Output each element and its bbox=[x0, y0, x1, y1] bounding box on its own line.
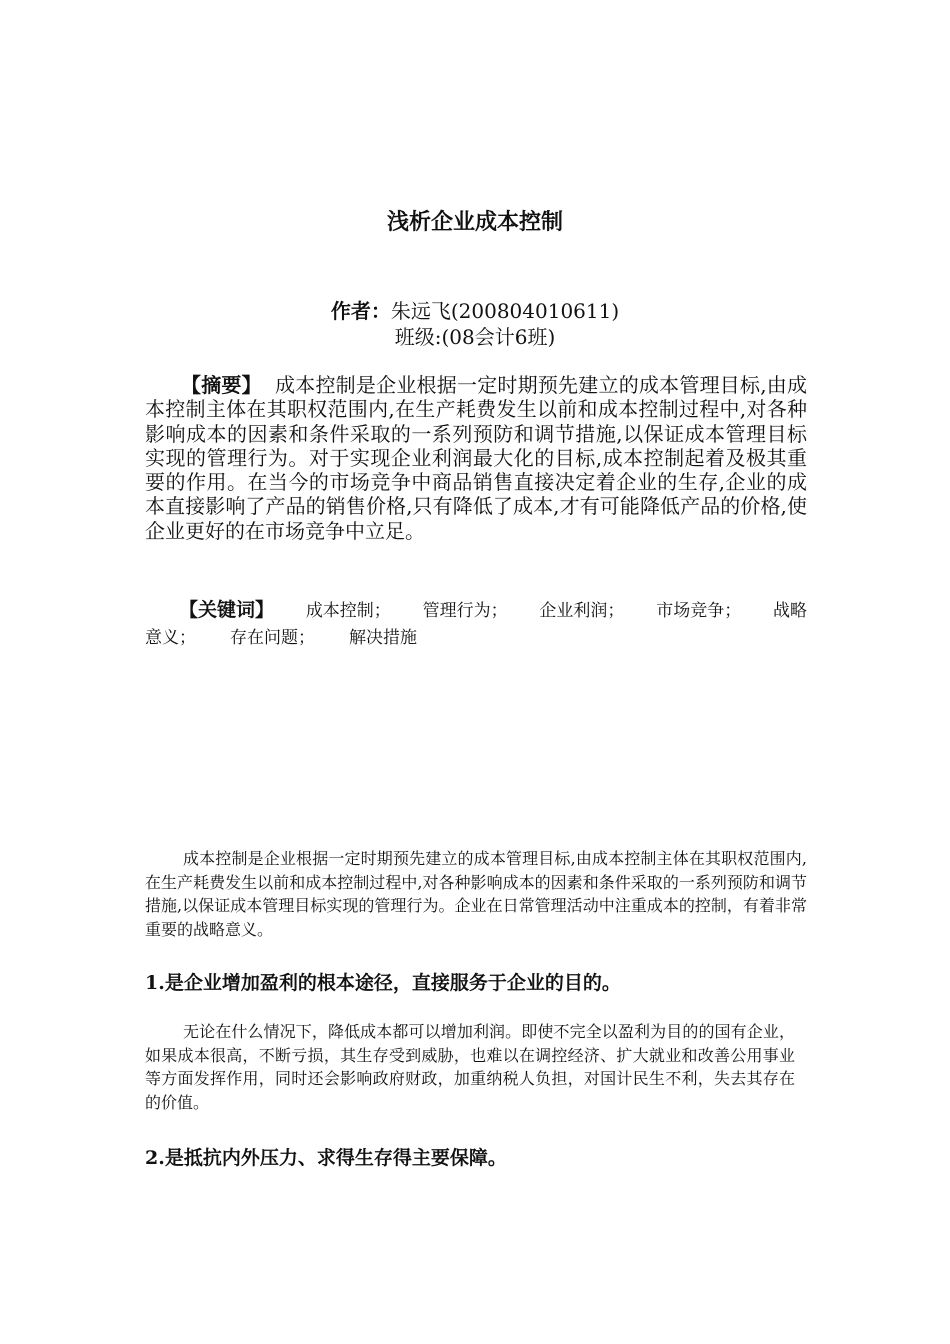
intro-paragraph: 成本控制是企业根据一定时期预先建立的成本管理目标,由成本控制主体在其职权范围内,在生产耗费发生以前和成本控制过程中,对各种影响成本的因素和条件采取的一系列预防和调节措施,以保证成本管理目标实现的管理行为。企业在日常管理活动中注重成本的控制，有着非常重要的战略意义。 bbox=[145, 849, 807, 939]
author-line bbox=[0, 298, 950, 324]
keyword-item: 存在问题； bbox=[230, 628, 315, 648]
section-heading-2: 2.是抵抗内外压力、求得生存得主要保障。 bbox=[145, 1147, 507, 1169]
author-value: 朱远飞(200804010611) bbox=[390, 299, 620, 323]
keyword-item: 意义； bbox=[145, 628, 196, 648]
keywords-label: 【关键词】 bbox=[179, 599, 275, 621]
keyword-item: 解决措施 bbox=[349, 628, 417, 648]
keyword-item: 企业利润； bbox=[539, 601, 625, 621]
abstract-text: 成本控制是企业根据一定时期预先建立的成本管理目标,由成本控制主体在其职权范围内,在生产耗费发生以前和成本控制过程中,对各种影响成本的因素和条件采取的一系列预防和调节措施,以保证成本管理目标实现的管理行为。对于实现企业利润最大化的目标,成本控制起着及极其重要的作用。在当今的市场竞争中商品销售直接决定着企业的生存,企业的成本直接影响了产品的销售价格,只有降低了成本,才有可能降低产品的价格,使企业更好的在市场竞争中立足。 bbox=[145, 373, 808, 543]
abstract-paragraph bbox=[145, 373, 807, 543]
keyword-item: 战略 bbox=[773, 601, 807, 621]
keyword-item: 成本控制； bbox=[305, 601, 391, 621]
document-title: 浅析企业成本控制 bbox=[386, 210, 563, 235]
keywords-row-1 bbox=[145, 597, 807, 625]
abstract-label: 【摘要】 bbox=[181, 373, 262, 397]
class-line: 班级:(08会计6班) bbox=[394, 325, 556, 349]
author-label: 作者： bbox=[330, 299, 391, 323]
section-heading-1: 1.是企业增加盈利的根本途径，直接服务于企业的目的。 bbox=[145, 972, 621, 994]
keyword-item: 市场竞争； bbox=[656, 601, 742, 621]
keywords-row-2 bbox=[145, 625, 807, 652]
keywords-block bbox=[145, 597, 807, 652]
keyword-item: 管理行为； bbox=[422, 601, 508, 621]
section-1-paragraph: 无论在什么情况下，降低成本都可以增加利润。即使不完全以盈利为目的的国有企业，如果成本很高，不断亏损，其生存受到威胁，也难以在调控经济、扩大就业和改善公用事业等方面发挥作用，同时还会影响政府财政，加重纳税人负担，对国计民生不利，失去其存在的价值。 bbox=[145, 1022, 795, 1112]
